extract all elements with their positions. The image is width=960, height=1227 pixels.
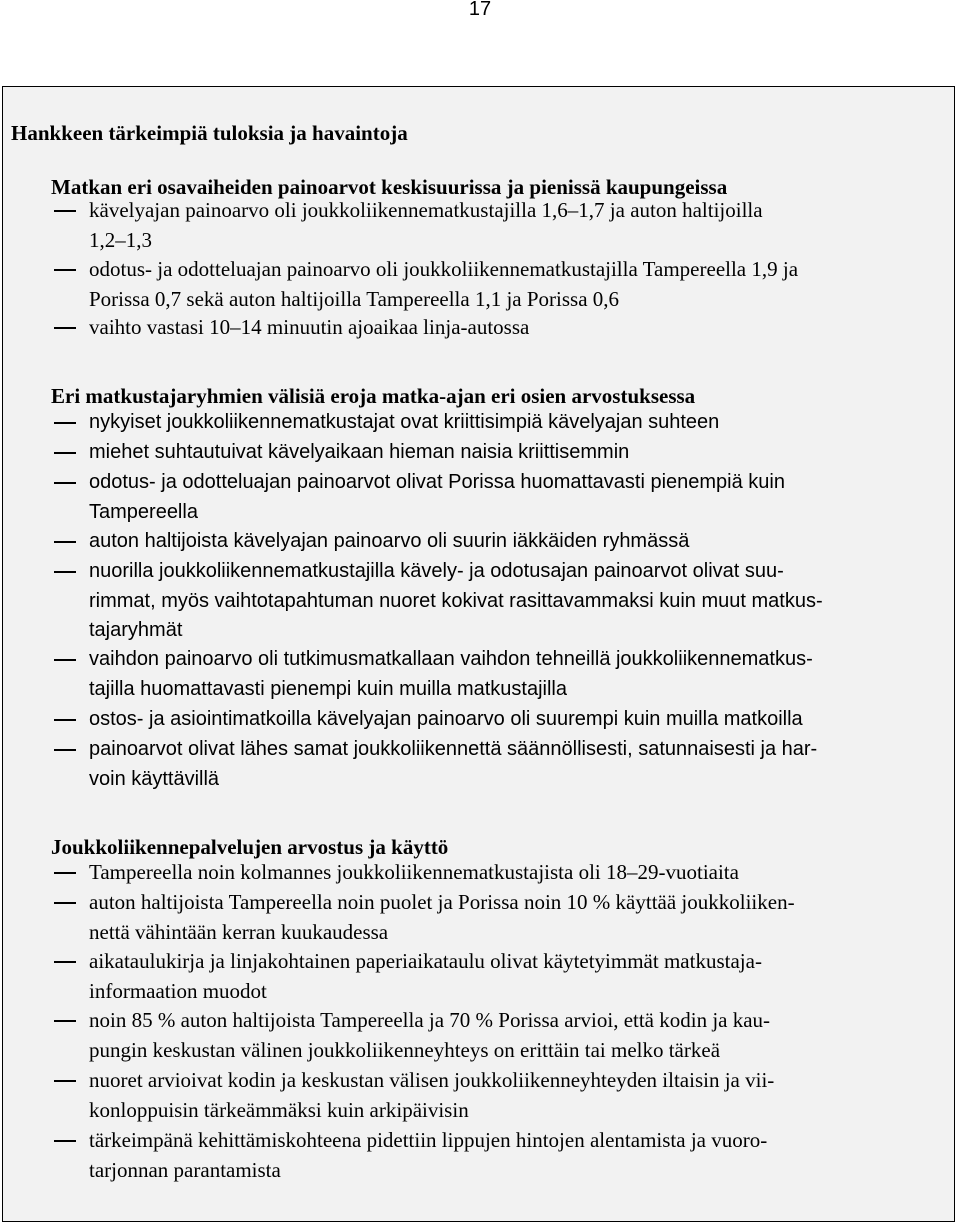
bullet-line: painoarvot olivat lähes samat joukkoliikennettä säännöllisesti, satunnaisesti ja har- xyxy=(89,738,818,760)
bullet-line: vaihdon painoarvo oli tutkimusmatkallaan vaihdon tehneillä joukkoliikennematkus- xyxy=(89,648,813,670)
bullet-line: odotus- ja odotteluajan painoarvo oli joukkoliikennematkustajilla Tampereella 1,9 ja xyxy=(89,257,799,281)
dash-bullet-icon xyxy=(54,541,76,543)
bullet-item xyxy=(89,705,939,735)
bullet-line: Tampereella noin kolmannes joukkoliikennematkustajista oli 18–29-vuotiaita xyxy=(89,860,739,884)
dash-bullet-icon xyxy=(54,749,76,751)
bullet-line: nykyiset joukkoliikennematkustajat ovat kriittisimpiä kävelyajan suhteen xyxy=(89,411,720,433)
bullet-item xyxy=(89,408,939,438)
bullet-item xyxy=(89,196,939,255)
section-heading: Matkan eri osavaiheiden painoarvot keskisuurissa ja pienissä kaupungeissa xyxy=(51,175,728,199)
dash-bullet-icon xyxy=(54,1140,76,1142)
bullet-line: konloppuisin tärkeämmäksi kuin arkipäivisin xyxy=(89,1097,469,1122)
bullet-line: auton haltijoista Tampereella noin puolet ja Porissa noin 10 % käyttää joukkoliiken- xyxy=(89,890,795,914)
dash-bullet-icon xyxy=(54,210,76,212)
bullet-line: nuoret arvioivat kodin ja keskustan välisen joukkoliikenneyhteyden iltaisin ja vii- xyxy=(89,1068,775,1092)
bullet-line: pungin keskustan välinen joukkoliikenneyhteys on erittäin tai melko tärkeä xyxy=(89,1037,721,1062)
bullet-line: voin käyttävillä xyxy=(89,767,220,790)
bullet-item xyxy=(89,438,939,468)
bullet-line: tarjonnan parantamista xyxy=(89,1157,281,1182)
bullet-item xyxy=(89,1126,939,1185)
bullet-item xyxy=(89,735,939,794)
bullet-line: informaation muodot xyxy=(89,978,267,1003)
section-heading: Eri matkustajaryhmien välisiä eroja matka-ajan eri osien arvostuksessa xyxy=(51,384,696,408)
bullet-line: aikataulukirja ja linjakohtainen paperiaikataulu olivat käytetyimmät matkustaja- xyxy=(89,949,762,973)
dash-bullet-icon xyxy=(54,1080,76,1082)
dash-bullet-icon xyxy=(54,422,76,424)
bullet-line: odotus- ja odotteluajan painoarvot olivat Porissa huomattavasti pienempiä kuin xyxy=(89,471,785,493)
results-box xyxy=(2,86,955,1222)
bullet-item xyxy=(89,313,939,343)
bullet-item xyxy=(89,1066,939,1125)
box-title: Hankkeen tärkeimpiä tuloksia ja havaintoja xyxy=(11,121,408,145)
bullet-line: auton haltijoista kävelyajan painoarvo oli suurin iäkkäiden ryhmässä xyxy=(89,530,690,552)
bullet-line: tajaryhmät xyxy=(89,619,183,642)
bullet-item xyxy=(89,1006,939,1065)
dash-bullet-icon xyxy=(54,269,76,271)
dash-bullet-icon xyxy=(54,872,76,874)
bullet-item xyxy=(89,645,939,704)
dash-bullet-icon xyxy=(54,571,76,573)
bullet-item xyxy=(89,858,939,888)
page-number: 17 xyxy=(468,0,492,20)
bullet-line: miehet suhtautuivat kävelyaikaan hieman naisia kriittisemmin xyxy=(89,441,630,463)
bullet-item xyxy=(89,527,939,557)
dash-bullet-icon xyxy=(54,327,76,329)
bullet-item xyxy=(89,468,939,527)
dash-bullet-icon xyxy=(54,719,76,721)
section-heading: Joukkoliikennepalvelujen arvostus ja käyttö xyxy=(51,835,449,859)
dash-bullet-icon xyxy=(54,961,76,963)
dash-bullet-icon xyxy=(54,659,76,661)
bullet-item xyxy=(89,557,939,646)
bullet-line: 1,2–1,3 xyxy=(89,227,152,252)
bullet-line: vaihto vastasi 10–14 minuutin ajoaikaa linja-autossa xyxy=(89,315,530,339)
bullet-item xyxy=(89,947,939,1006)
bullet-line: ostos- ja asiointimatkoilla kävelyajan painoarvo oli suurempi kuin muilla matkoilla xyxy=(89,708,803,730)
bullet-line: tajilla huomattavasti pienempi kuin muilla matkustajilla xyxy=(89,677,567,700)
bullet-line: rimmat, myös vaihtotapahtuman nuoret kokivat rasittavammaksi kuin muut matkus- xyxy=(89,589,823,612)
dash-bullet-icon xyxy=(54,902,76,904)
bullet-line: kävelyajan painoarvo oli joukkoliikennematkustajilla 1,6–1,7 ja auton haltijoilla xyxy=(89,198,763,222)
bullet-line: nuorilla joukkoliikennematkustajilla kävely- ja odotusajan painoarvot olivat suu- xyxy=(89,560,784,582)
dash-bullet-icon xyxy=(54,452,76,454)
bullet-line: noin 85 % auton haltijoista Tampereella ja 70 % Porissa arvioi, että kodin ja kau- xyxy=(89,1008,771,1032)
dash-bullet-icon xyxy=(54,482,76,484)
dash-bullet-icon xyxy=(54,1020,76,1022)
bullet-line: nettä vähintään kerran kuukaudessa xyxy=(89,919,389,944)
bullet-line: Porissa 0,7 sekä auton haltijoilla Tampereella 1,1 ja Porissa 0,6 xyxy=(89,286,620,311)
bullet-line: tärkeimpänä kehittämiskohteena pidettiin lippujen hintojen alentamista ja vuoro- xyxy=(89,1128,768,1152)
bullet-item xyxy=(89,888,939,947)
bullet-item xyxy=(89,255,939,314)
bullet-line: Tampereella xyxy=(89,500,198,523)
